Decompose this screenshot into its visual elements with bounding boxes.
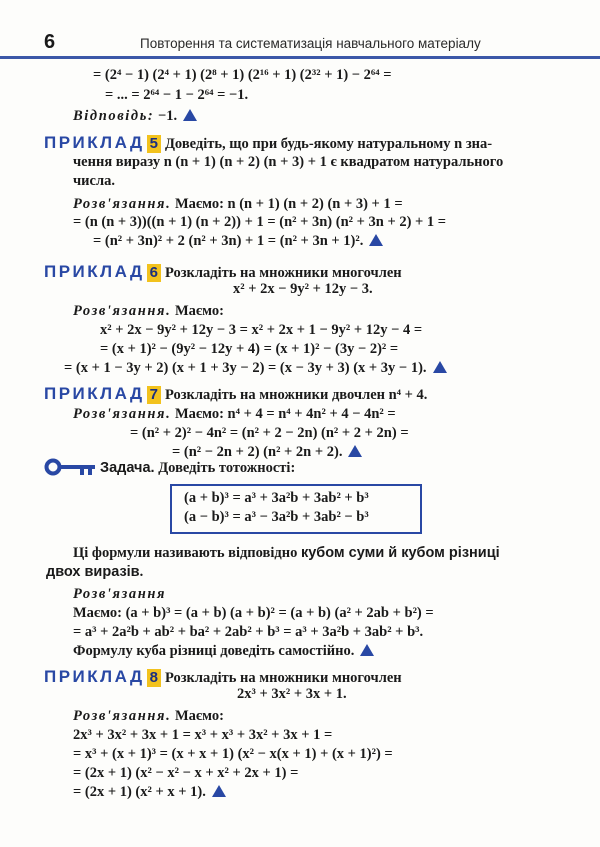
solution-end-line: [93, 233, 383, 250]
key-icon: [44, 458, 96, 476]
example-number-badge: 7: [147, 386, 161, 404]
math-line: = (2x + 1) (x² − x² − x + x² + 2x + 1) =: [73, 765, 299, 781]
math-line: Маємо: n (n + 1) (n + 2) (n + 3) + 1 =: [174, 196, 403, 212]
task-text: Доведіть, що при будь-якому натуральному n зна-: [164, 136, 493, 152]
math-line: = (2x + 1) (x² + x + 1).: [73, 784, 206, 800]
header-rule: [0, 56, 600, 59]
cube-of-sum-formula: (a + b)³ = a³ + 3a²b + 3ab² + b³: [184, 490, 369, 506]
paragraph-text: Ці формули називають відповідно: [73, 545, 301, 561]
end-of-solution-triangle-icon: [369, 234, 383, 246]
math-line: = (n² − 2n + 2) (n² + 2n + 2).: [172, 444, 343, 460]
answer-value: −1.: [158, 108, 178, 124]
math-line: = a³ + 2a²b + ab² + ba² + 2ab² + b³ = a³ + 3a²b + 3ab² + b³.: [73, 624, 424, 640]
math-line: = x³ + (x + 1)³ = (x + x + 1) (x² − x(x + 1) + (x + 1)²) =: [73, 746, 393, 762]
task-text: чення виразу n (n + 1) (n + 2) (n + 3) + 1 є квадратом натурального: [73, 154, 504, 170]
task-formula: x² + 2x − 9y² + 12y − 3.: [233, 281, 373, 297]
math-line: = (n² + 2)² − 4n² = (n² + 2 − 2n) (n² + 2 + 2n) =: [130, 425, 409, 441]
end-of-solution-triangle-icon: [183, 109, 197, 121]
running-title: Повторення та систематизація навчального матеріалу: [140, 36, 481, 51]
answer-line: [73, 108, 197, 125]
term-text: двох виразів: [46, 564, 140, 580]
solution-label: Розв'язання.: [73, 303, 172, 319]
task-text: Розкладіть на множники многочлен: [164, 670, 402, 686]
example-label: ПРИКЛАД: [44, 384, 145, 403]
solution-label: Розв'язання: [73, 586, 167, 602]
math-line: = ... = 2⁶⁴ − 1 − 2⁶⁴ = −1.: [105, 87, 249, 103]
solution-line: [73, 406, 396, 423]
math-line: Маємо:: [174, 303, 224, 319]
paragraph-text: .: [139, 564, 144, 580]
math-line: Маємо: (a + b)³ = (a + b) (a + b)² = (a + b) (a² + 2ab + b²) =: [73, 605, 434, 621]
task-formula: 2x³ + 3x² + 3x + 1.: [237, 686, 347, 702]
end-of-solution-triangle-icon: [348, 445, 362, 457]
example-number-badge: 6: [147, 264, 161, 282]
math-line: x² + 2x − 9y² + 12y − 3 = x² + 2x + 1 − 9y² + 12y − 4 =: [100, 322, 423, 338]
example-number-badge: 5: [147, 135, 161, 153]
task-text: Розкладіть на множники многочлен: [164, 265, 402, 281]
solution-label: Розв'язання.: [73, 708, 172, 724]
cube-of-difference-formula: (a − b)³ = a³ − 3a²b + 3ab² − b³: [184, 509, 369, 525]
solution-end-line: [172, 444, 362, 461]
end-of-solution-triangle-icon: [433, 361, 447, 373]
example-label: ПРИКЛАД: [44, 133, 145, 152]
end-of-solution-triangle-icon: [212, 785, 226, 797]
math-line: Маємо:: [174, 708, 224, 724]
solution-label: Розв'язання.: [73, 406, 172, 422]
paragraph-line: [73, 545, 500, 562]
task-text: числа.: [73, 173, 115, 189]
solution-line: [73, 303, 224, 320]
math-line: = (n² + 3n)² + 2 (n² + 3n) + 1 = (n² + 3n + 1)².: [93, 233, 364, 249]
math-line: Маємо: n⁴ + 4 = n⁴ + 4n² + 4 − 4n² =: [174, 406, 396, 422]
page-number: 6: [44, 31, 56, 53]
example-5-task: [44, 133, 492, 153]
example-number-badge: 8: [147, 669, 161, 687]
math-line: = (2⁴ − 1) (2⁴ + 1) (2⁸ + 1) (2¹⁶ + 1) (2³² + 1) − 2⁶⁴ =: [93, 67, 392, 83]
example-label: ПРИКЛАД: [44, 262, 145, 281]
paragraph-text: Формулу куба різниці доведіть самостійно.: [73, 643, 355, 659]
solution-end-line: [73, 643, 374, 660]
identities-box: [170, 484, 422, 534]
solution-end-line: [64, 360, 447, 377]
paragraph-line: [46, 564, 143, 581]
answer-label: Відповідь:: [73, 108, 155, 124]
task-label: Задача.: [100, 460, 155, 476]
solution-line: [73, 196, 403, 213]
term-text: кубом суми й кубом різниці: [300, 545, 500, 561]
task-text: Розкладіть на множники двочлен n⁴ + 4.: [164, 387, 428, 403]
math-line: 2x³ + 3x² + 3x + 1 = x³ + x³ + 3x² + 3x + 1 =: [73, 727, 333, 743]
example-8-task: [44, 667, 402, 687]
solution-line: [73, 708, 224, 725]
math-line: = (x + 1)² − (9y² − 12y + 4) = (x + 1)² − (3y − 2)² =: [100, 341, 399, 357]
task-text: Доведіть тотожності:: [158, 460, 296, 476]
page-header: [0, 0, 600, 60]
example-6-task: [44, 262, 402, 282]
math-line: = (x + 1 − 3y + 2) (x + 1 + 3y − 2) = (x − 3y + 3) (x + 3y − 1).: [64, 360, 427, 376]
task-line: [100, 460, 295, 477]
math-line: = (n (n + 3))((n + 1) (n + 2)) + 1 = (n² + 3n) (n² + 3n + 2) + 1 =: [73, 214, 447, 230]
end-of-solution-triangle-icon: [360, 644, 374, 656]
solution-label: Розв'язання.: [73, 196, 172, 212]
solution-end-line: [73, 784, 226, 801]
example-label: ПРИКЛАД: [44, 667, 145, 686]
example-7-task: [44, 384, 427, 404]
